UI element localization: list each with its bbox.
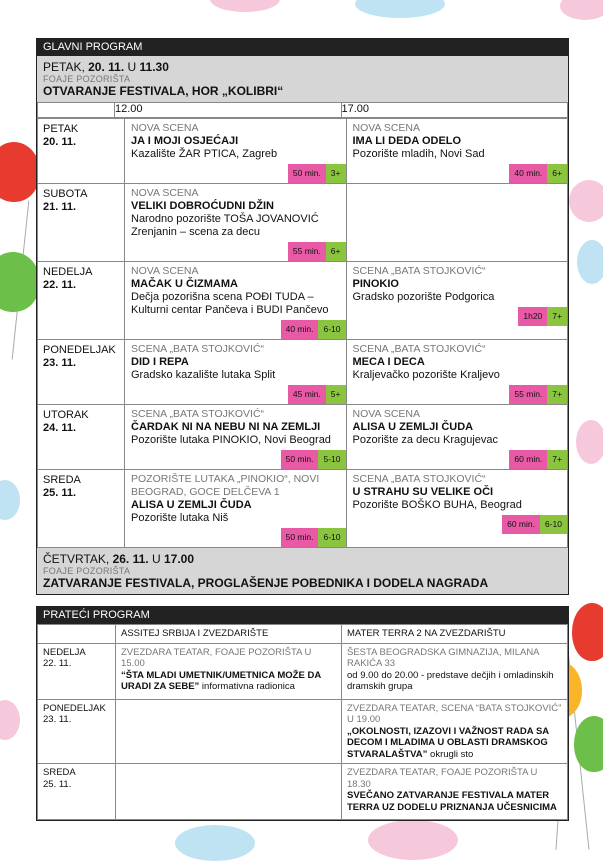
blue-cloud-icon <box>355 0 445 18</box>
show-venue: NOVA SCENA <box>352 408 420 420</box>
show-company: Narodno pozorište TOŠA JOVANOVIĆ Zrenjanin – scena za decu <box>131 213 319 238</box>
event-note: od 9.00 do 20.00 - predstave dečjih i omladinskih dramskih grupa <box>347 669 554 692</box>
show-cell-right <box>346 184 568 262</box>
schedule-day-cell <box>38 119 125 184</box>
age-badge: 7+ <box>547 307 567 326</box>
show-title: ALISA U ZEMLJI ČUDA <box>352 421 474 433</box>
day-name: NEDELJA <box>43 646 86 658</box>
day-name: SREDA <box>43 474 81 486</box>
accompanying-day-cell <box>38 643 116 699</box>
show-tags <box>288 385 346 404</box>
main-schedule-table <box>37 102 568 118</box>
duration-badge: 45 min. <box>288 385 326 404</box>
show-entry <box>347 340 568 404</box>
show-tags <box>281 528 346 547</box>
day-name: PONEDELJAK <box>43 702 106 714</box>
schedule-day-cell <box>38 184 125 262</box>
event-title: “ŠTA MLADI UMETNIK/UMETNICA MOŽE DA URADI ZA SEBE” <box>121 669 321 692</box>
show-venue: SCENA „BATA STOJKOVIĆ“ <box>352 473 486 485</box>
show-company: Pozorište lutaka PINOKIO, Novi Beograd <box>131 434 331 446</box>
column-header: ASSITEJ SRBIJA I ZVEZDARIŠTE <box>116 625 342 644</box>
opening-event: PETAK, 20. 11. U 11.30 FOAJE POZORIŠTA OTVARANJE FESTIVALA, HOR „KOLIBRI“ <box>37 56 568 102</box>
duration-badge: 55 min. <box>509 385 547 404</box>
show-cell-right <box>346 340 568 405</box>
schedule-day-cell <box>38 262 125 340</box>
event-description <box>347 726 562 761</box>
day-name: NEDELJA <box>43 266 93 278</box>
age-badge: 6-10 <box>318 320 345 339</box>
closing-title: ZATVARANJE FESTIVALA, PROGLAŠENJE POBEDNIKA I DODELA NAGRADA <box>43 576 489 590</box>
event-note: okrugli sto <box>427 748 474 760</box>
time-header-row <box>38 103 568 118</box>
schedule-row <box>38 119 568 184</box>
show-cell-right <box>346 119 568 184</box>
schedule-row <box>38 405 568 470</box>
time-header: 17.00 <box>341 103 568 118</box>
age-badge: 5+ <box>326 385 346 404</box>
show-venue: NOVA SCENA <box>131 265 199 277</box>
day-name: SUBOTA <box>43 188 88 200</box>
show-venue: SCENA „BATA STOJKOVIĆ“ <box>352 343 486 355</box>
show-company: Kraljevačko pozorište Kraljevo <box>352 369 500 381</box>
show-entry <box>125 405 346 469</box>
day-date: 21. 11. <box>43 201 77 213</box>
schedule-day-cell <box>38 405 125 470</box>
event-venue: ŠESTA BEOGRADSKA GIMNAZIJA, MILANA RAKIĆA 33 <box>347 646 539 669</box>
show-entry <box>125 470 346 547</box>
blue-cloud-icon <box>175 825 255 861</box>
accompanying-event-cell <box>342 643 568 699</box>
age-badge: 6+ <box>547 164 567 183</box>
show-title: JA I MOJI OSJEĆAJI <box>131 135 239 147</box>
accompanying-event-cell <box>342 699 568 764</box>
accompanying-event-cell <box>116 764 342 820</box>
duration-badge: 55 min. <box>288 242 326 261</box>
accompanying-table <box>37 624 568 820</box>
show-venue: SCENA „BATA STOJKOVIĆ“ <box>352 265 486 277</box>
show-title: U STRAHU SU VELIKE OČI <box>352 486 494 498</box>
show-entry <box>347 262 568 326</box>
event-description <box>347 790 562 813</box>
age-badge: 6-10 <box>540 515 567 534</box>
day-date: 24. 11. <box>43 422 77 434</box>
opening-title: OTVARANJE FESTIVALA, HOR „KOLIBRI“ <box>43 84 284 98</box>
show-entry <box>347 119 568 183</box>
show-tags <box>518 307 567 326</box>
accompanying-row <box>38 699 568 764</box>
show-title: ČARDAK NI NA NEBU NI NA ZEMLJI <box>131 421 321 433</box>
age-badge: 3+ <box>326 164 346 183</box>
pink-cloud-icon <box>0 700 20 740</box>
show-cell-left <box>125 119 347 184</box>
show-company: Dečja pozorišna scena POĐI TUDA – Kulturni centar Pančeva i BUDI Pančevo <box>131 291 329 316</box>
duration-badge: 50 min. <box>281 450 319 469</box>
show-title: DID I REPA <box>131 356 189 368</box>
show-venue: SCENA „BATA STOJKOVIĆ“ <box>131 343 265 355</box>
show-company: Kazalište ŽAR PTICA, Zagreb <box>131 148 278 160</box>
age-badge: 7+ <box>547 385 567 404</box>
pink-cloud-icon <box>210 0 280 12</box>
show-company: Pozorište BOŠKO BUHA, Beograd <box>352 499 522 511</box>
show-cell-right <box>346 405 568 470</box>
blue-cloud-icon <box>0 480 20 520</box>
event-note: informativna radionica <box>199 681 295 692</box>
show-title: ALISA U ZEMLJI ČUDA <box>131 499 252 511</box>
event-venue: ZVEZDARA TEATAR, SCENA “BATA STOJKOVIĆ” U 19.00 <box>347 702 562 725</box>
schedule-day-cell <box>38 470 125 548</box>
show-cell-right <box>346 470 568 548</box>
day-date: 20. 11. <box>43 136 77 148</box>
age-badge: 6+ <box>326 242 346 261</box>
show-cell-left <box>125 262 347 340</box>
show-title: IMA LI DEDA ODELO <box>352 135 462 147</box>
pink-cloud-icon <box>569 180 603 222</box>
show-cell-right <box>346 262 568 340</box>
main-schedule-rows <box>37 118 568 548</box>
day-name: UTORAK <box>43 409 89 421</box>
event-title: SVEČANO ZATVARANJE FESTIVALA MATER TERRA UZ DODELU PRIZNANJA UČESNICIMA <box>347 790 557 813</box>
show-tags <box>288 242 346 261</box>
main-program <box>36 38 569 595</box>
show-cell-left <box>125 470 347 548</box>
schedule-row <box>38 340 568 405</box>
event-venue: ZVEZDARA TEATAR, FOAJE POZORIŠTA U 15.00 <box>121 646 312 669</box>
accompanying-event-cell <box>116 699 342 764</box>
event-description <box>347 670 562 693</box>
accompanying-event-cell <box>342 764 568 820</box>
show-title: MECA I DECA <box>352 356 425 368</box>
event-description <box>121 670 336 693</box>
show-tags <box>502 515 567 534</box>
show-company: Pozorište mladih, Novi Sad <box>352 148 485 160</box>
duration-badge: 40 min. <box>281 320 319 339</box>
pink-cloud-icon <box>368 820 458 860</box>
duration-badge: 50 min. <box>281 528 319 547</box>
day-date: 23. 11. <box>43 714 72 725</box>
day-date: 22. 11. <box>43 279 77 291</box>
show-company: Pozorište lutaka Niš <box>131 512 229 524</box>
age-badge: 5-10 <box>318 450 345 469</box>
pink-cloud-icon <box>576 420 603 464</box>
day-date: 22. 11. <box>43 658 72 669</box>
blue-cloud-icon <box>577 240 603 284</box>
show-entry <box>125 262 346 339</box>
opening-venue: FOAJE POZORIŠTA <box>43 74 131 84</box>
day-date: 25. 11. <box>43 487 77 499</box>
accompanying-day-cell <box>38 764 116 820</box>
show-venue: NOVA SCENA <box>131 187 199 199</box>
duration-badge: 60 min. <box>502 515 540 534</box>
day-name: PONEDELJAK <box>43 344 116 356</box>
show-cell-left <box>125 340 347 405</box>
accompanying-column-headers <box>38 625 568 644</box>
closing-venue: FOAJE POZORIŠTA <box>43 566 131 576</box>
show-tags <box>281 320 346 339</box>
green-balloon-icon <box>0 252 40 312</box>
show-entry <box>125 119 346 183</box>
duration-badge: 40 min. <box>509 164 547 183</box>
accompanying-row <box>38 643 568 699</box>
closing-event: ČETVRTAK, 26. 11. U 17.00 FOAJE POZORIŠTA ZATVARANJE FESTIVALA, PROGLAŠENJE POBEDNIKA I DODELA NAGRADA <box>37 548 568 594</box>
accompanying-program <box>36 606 569 821</box>
show-venue: SCENA „BATA STOJKOVIĆ“ <box>131 408 265 420</box>
day-name: SREDA <box>43 767 76 778</box>
main-program-header: GLAVNI PROGRAM <box>37 39 568 56</box>
show-entry <box>347 470 568 534</box>
accompanying-row <box>38 764 568 820</box>
event-title: „OKOLNOSTI, IZAZOVI I VAŽNOST RADA SA DECOM I MLADIMA U OBLASTI DRAMSKOG STVARALAŠTVA” <box>347 725 549 760</box>
show-tags <box>509 450 567 469</box>
schedule-row <box>38 470 568 548</box>
red-balloon-icon <box>572 603 603 661</box>
age-badge: 7+ <box>547 450 567 469</box>
show-cell-left <box>125 405 347 470</box>
show-entry <box>125 184 346 261</box>
show-tags <box>509 164 567 183</box>
red-balloon-icon <box>0 142 40 202</box>
duration-badge: 1h20 <box>518 307 547 326</box>
duration-badge: 60 min. <box>509 450 547 469</box>
green-balloon-icon <box>574 716 603 772</box>
day-name: PETAK <box>43 123 79 135</box>
show-tags <box>281 450 346 469</box>
show-entry <box>125 340 346 404</box>
pink-cloud-icon <box>560 0 603 20</box>
show-company: Pozorište za decu Kragujevac <box>352 434 499 446</box>
show-venue: NOVA SCENA <box>352 122 420 134</box>
accompanying-day-cell <box>38 699 116 764</box>
day-date: 25. 11. <box>43 778 72 790</box>
show-cell-left <box>125 184 347 262</box>
show-company: Gradsko pozorište Podgorica <box>352 291 495 303</box>
age-badge: 6-10 <box>318 528 345 547</box>
time-header: 12.00 <box>115 103 342 118</box>
day-date: 23. 11. <box>43 357 77 369</box>
show-title: PINOKIO <box>352 278 399 290</box>
column-header: MATER TERRA 2 NA ZVEZDARIŠTU <box>342 625 568 644</box>
show-venue: NOVA SCENA <box>131 122 199 134</box>
schedule-row <box>38 184 568 262</box>
duration-badge: 50 min. <box>288 164 326 183</box>
schedule-day-cell <box>38 340 125 405</box>
schedule-row <box>38 262 568 340</box>
accompanying-header: PRATEĆI PROGRAM <box>37 607 568 624</box>
event-venue: ZVEZDARA TEATAR, FOAJE POZORIŠTA U 18.30 <box>347 767 538 790</box>
show-company: Gradsko kazalište lutaka Split <box>131 369 276 381</box>
accompanying-event-cell <box>116 643 342 699</box>
show-entry <box>347 405 568 469</box>
show-tags <box>509 385 567 404</box>
show-title: VELIKI DOBROĆUDNI DŽIN <box>131 200 274 212</box>
show-title: MAČAK U ČIZMAMA <box>131 278 238 290</box>
show-tags <box>288 164 346 183</box>
show-venue: POZORIŠTE LUTAKA „PINOKIO“, NOVI BEOGRAD, GOCE DELČEVA 1 <box>131 473 320 498</box>
